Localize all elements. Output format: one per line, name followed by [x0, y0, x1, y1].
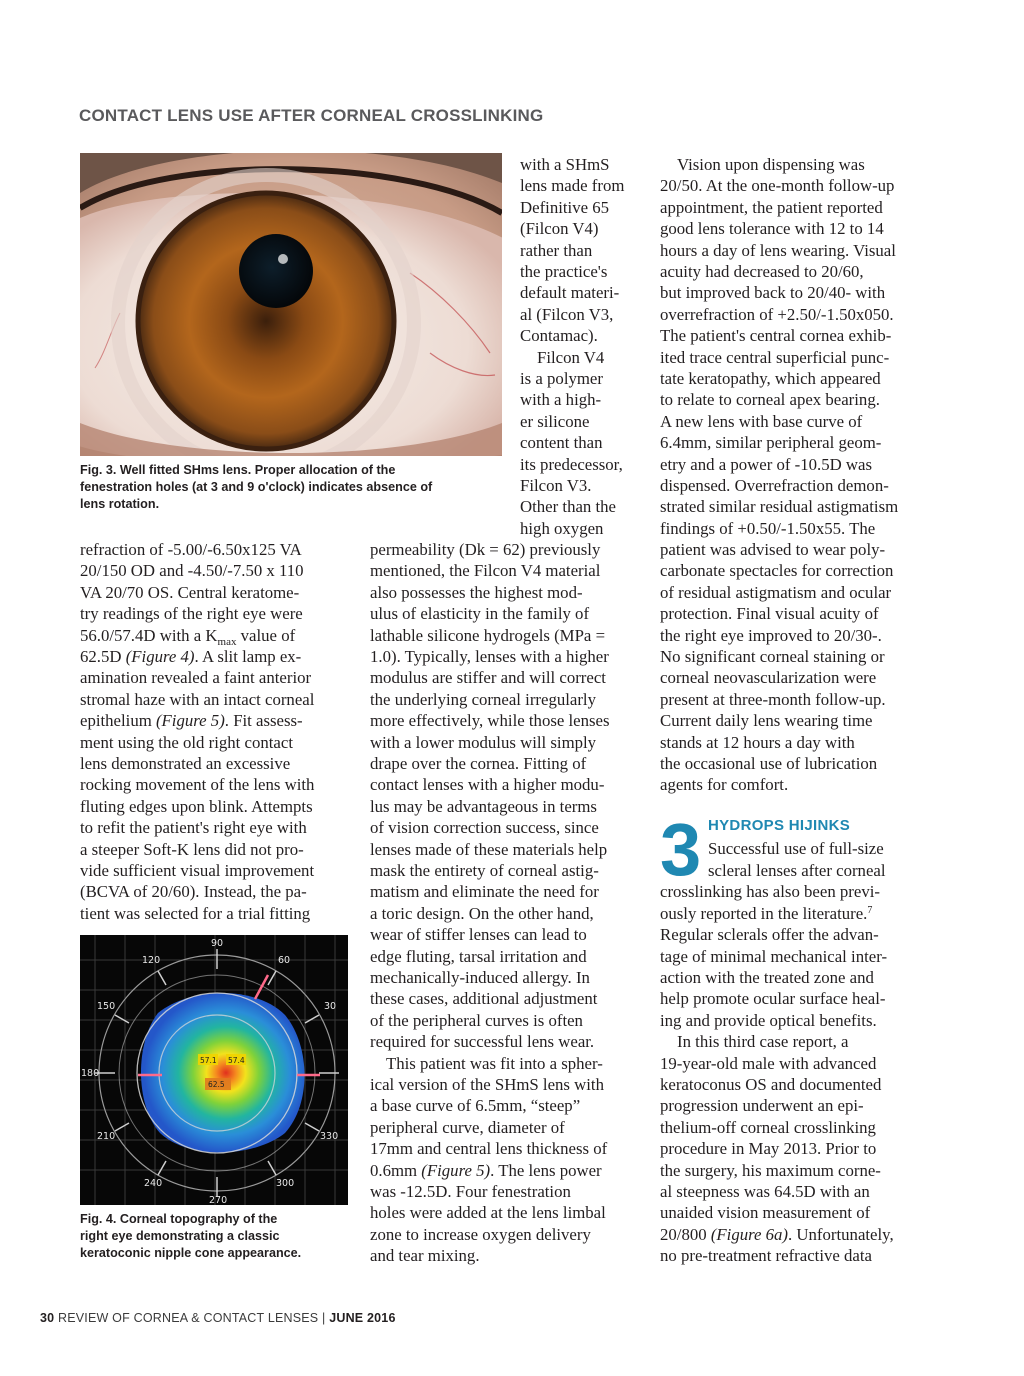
body-text-line: Filcon V3.: [520, 476, 592, 495]
body-text-line: keratoconus OS and documented: [660, 1075, 882, 1094]
text-span: 62.5D: [80, 647, 126, 666]
body-text-line: 20/150 OD and -4.50/-7.50 x 110: [80, 561, 304, 580]
body-text-line: tage of minimal mechanical inter-: [660, 947, 888, 966]
body-text-line: modulus are stiffer and will correct: [370, 668, 606, 687]
body-text-line: edge fluting, tarsal irritation and: [370, 947, 587, 966]
body-text-line: holes were added at the lens limbal: [370, 1203, 606, 1222]
body-text-line: is a polymer: [520, 369, 603, 388]
body-text-line: Vision upon dispensing was: [677, 155, 865, 174]
journal-name: REVIEW OF CORNEA & CONTACT LENSES: [58, 1311, 319, 1325]
issue-date: JUNE 2016: [329, 1311, 396, 1325]
body-text-line: to relate to corneal apex bearing.: [660, 390, 880, 409]
body-text-line: crosslinking has also been previ-: [660, 882, 880, 901]
body-text-line: [80, 710, 303, 731]
body-text-line: In this third case report, a: [677, 1032, 849, 1051]
body-text-line: dispensed. Overrefraction demon-: [660, 476, 889, 495]
body-text-line: Current daily lens wearing time: [660, 711, 873, 730]
body-text-line: progression underwent an epi-: [660, 1096, 864, 1115]
body-text-line: carbonate spectacles for correction: [660, 561, 894, 580]
body-text-line: with a lower modulus will simply: [370, 733, 597, 752]
body-text-line: the practice's: [520, 262, 608, 281]
body-text-line: ment using the old right contact: [80, 733, 293, 752]
body-text-line: 6.4mm, similar peripheral geom-: [660, 433, 882, 452]
body-text-line: of residual astigmatism and ocular: [660, 583, 892, 602]
body-text-line: stromal haze with an intact corneal: [80, 690, 315, 709]
text-span: ously reported in the literature.: [660, 904, 868, 923]
body-text-line: lathable silicone hydrogels (MPa =: [370, 626, 606, 645]
body-text-line: 17mm and central lens thickness of: [370, 1139, 608, 1158]
body-text-line: contact lenses with a higher modu-: [370, 775, 605, 794]
angle-label-120: 120: [142, 955, 161, 966]
body-text-line: lens demonstrated an excessive: [80, 754, 291, 773]
body-text-line: stands at 12 hours a day with: [660, 733, 855, 752]
figure-4-caption-line: keratoconic nipple cone appearance.: [80, 1246, 302, 1260]
body-text-line: mask the entirety of corneal astig-: [370, 861, 599, 880]
body-text-line: al steepness was 64.5D with an: [660, 1182, 870, 1201]
angle-label-180: 180: [81, 1068, 100, 1079]
text-span: . The lens power: [490, 1161, 602, 1180]
kmax-subscript: max: [217, 636, 237, 648]
kmax-text: 56.0/57.4D with a K: [80, 626, 218, 645]
page-footer: [40, 1311, 396, 1325]
figure-3-caption-line: lens rotation.: [80, 497, 160, 511]
body-text-line: 19-year-old male with advanced: [660, 1054, 877, 1073]
body-text-line: lus may be advantageous in terms: [370, 797, 597, 816]
body-text-line: of the peripheral curves is often: [370, 1011, 583, 1030]
body-text-line: agents for comfort.: [660, 775, 789, 794]
eye-photo-svg: [80, 153, 502, 456]
body-text-line: Definitive 65: [520, 198, 610, 217]
body-text-line: appointment, the patient reported: [660, 198, 883, 217]
body-text-line: [370, 1160, 602, 1181]
body-text-line: present at three-month follow-up.: [660, 690, 886, 709]
body-text-line: the occasional use of lubrication: [660, 754, 878, 773]
body-text-line: its predecessor,: [520, 455, 623, 474]
figure-reference: (Figure 5): [155, 711, 225, 730]
body-text-line: scleral lenses after corneal: [708, 861, 886, 880]
body-text-line: also possesses the highest mod-: [370, 583, 583, 602]
body-text-line: 1.0). Typically, lenses with a higher: [370, 647, 609, 666]
body-text-line: refraction of -5.00/-6.50x125 VA: [80, 540, 302, 559]
body-text-line: Regular sclerals offer the advan-: [660, 925, 879, 944]
body-text-line: zone to increase oxygen delivery: [370, 1225, 591, 1244]
figure-reference: (Figure 4): [125, 647, 195, 666]
body-text-line: etry and a power of -10.5D was: [660, 455, 873, 474]
body-text-line: ulus of elasticity in the family of: [370, 604, 590, 623]
body-text-line: mentioned, the Filcon V4 material: [370, 561, 601, 580]
section-heading: HYDROPS HIJINKS: [708, 817, 851, 834]
body-text-line: strated similar residual astigmatism: [660, 497, 899, 516]
body-text-line: but improved back to 20/40- with: [660, 283, 886, 302]
body-text-line: ical version of the SHmS lens with: [370, 1075, 604, 1094]
body-text-line: and tear mixing.: [370, 1246, 480, 1265]
body-text-line: no pre-treatment refractive data: [660, 1246, 872, 1265]
body-text-line: overrefraction of +2.50/-1.50x050.: [660, 305, 894, 324]
angle-label-330: 330: [320, 1131, 339, 1142]
text-span: . Fit assess-: [224, 711, 303, 730]
body-text-line: help promote ocular surface heal-: [660, 989, 886, 1008]
figure-reference: (Figure 5): [421, 1161, 491, 1180]
angle-label-270: 270: [209, 1195, 228, 1205]
body-text-line: This patient was fit into a spher-: [386, 1054, 603, 1073]
text-span: . Unfortunately,: [788, 1225, 894, 1244]
body-text-line: rather than: [520, 241, 593, 260]
body-text-line: findings of +0.50/-1.50x55. The: [660, 519, 876, 538]
map-value: 57.4: [228, 1056, 245, 1065]
body-text-line: tate keratopathy, which appeared: [660, 369, 881, 388]
body-text-line: amination revealed a faint anterior: [80, 668, 312, 687]
angle-label-90: 90: [211, 938, 224, 949]
body-text-line: try readings of the right eye were: [80, 604, 303, 623]
body-text-line: a steeper Soft-K lens did not pro-: [80, 840, 304, 859]
body-text-line: required for successful lens wear.: [370, 1032, 595, 1051]
body-text-line: No significant corneal staining or: [660, 647, 885, 666]
body-text-line: tient was selected for a trial fitting: [80, 904, 311, 923]
angle-label-300: 300: [276, 1178, 295, 1189]
body-text-line: with a high-: [520, 390, 602, 409]
body-text-line: more effectively, while those lenses: [370, 711, 610, 730]
body-text-line: The patient's central cornea exhib-: [660, 326, 892, 345]
body-text-line: matism and eliminate the need for: [370, 882, 599, 901]
body-text-line: vide sufficient visual improvement: [80, 861, 315, 880]
angle-label-210: 210: [97, 1131, 116, 1142]
body-text-line: a toric design. On the other hand,: [370, 904, 594, 923]
body-text-line: action with the treated zone and: [660, 968, 874, 987]
body-text-line: (BCVA of 20/60). Instead, the pa-: [80, 882, 307, 901]
body-text-line: acuity had decreased to 20/60,: [660, 262, 864, 281]
text-span: 20/800: [660, 1225, 711, 1244]
body-text-line: content than: [520, 433, 603, 452]
angle-label-30: 30: [324, 1001, 337, 1012]
body-text-line: al (Filcon V3,: [520, 305, 614, 324]
body-text-line: [660, 1224, 894, 1245]
text-span: 0.6mm: [370, 1161, 422, 1180]
section-number-dropcap: 3: [660, 808, 702, 891]
body-text-line: rocking movement of the lens with: [80, 775, 315, 794]
kmax-text-after: value of: [236, 626, 296, 645]
body-text-line: permeability (Dk = 62) previously: [370, 540, 601, 559]
body-text-line: hours a day of lens wearing. Visual: [660, 241, 896, 260]
body-text-line: (Filcon V4): [520, 219, 599, 238]
footer-separator: |: [322, 1311, 326, 1325]
body-text-line: was -12.5D. Four fenestration: [370, 1182, 571, 1201]
map-value: 57.1: [200, 1056, 217, 1065]
body-text-line: fluting edges upon blink. Attempts: [80, 797, 313, 816]
topography-svg: [80, 935, 348, 1205]
body-text-line: a base curve of 6.5mm, “steep”: [370, 1096, 581, 1115]
body-text-line: corneal neovascularization were: [660, 668, 877, 687]
body-text-line: with a SHmS: [520, 155, 610, 174]
body-text-line: [80, 646, 301, 667]
body-text-line: 20/50. At the one-month follow-up: [660, 176, 895, 195]
text-span: . A slit lamp ex-: [194, 647, 302, 666]
body-text-line: Contamac).: [520, 326, 598, 345]
body-text-line: these cases, additional adjustment: [370, 989, 598, 1008]
body-text-line: protection. Final visual acuity of: [660, 604, 879, 623]
body-text-line: ited trace central superficial punc-: [660, 348, 890, 367]
body-text-line: thelium-off corneal crosslinking: [660, 1118, 876, 1137]
map-value: 62.5: [208, 1080, 225, 1089]
body-text-line: Successful use of full-size: [708, 839, 884, 858]
body-text-line: good lens tolerance with 12 to 14: [660, 219, 884, 238]
body-text-line: er silicone: [520, 412, 590, 431]
body-text-line: mechanically-induced allergy. In: [370, 968, 590, 987]
angle-label-150: 150: [97, 1001, 116, 1012]
body-text-line: A new lens with base curve of: [660, 412, 863, 431]
running-header: CONTACT LENS USE AFTER CORNEAL CROSSLINKING: [79, 106, 544, 125]
body-text-line: the right eye improved to 20/30-.: [660, 626, 882, 645]
body-text-line: ing and provide optical benefits.: [660, 1011, 877, 1030]
body-text-line: procedure in May 2013. Prior to: [660, 1139, 877, 1158]
body-text-line: peripheral curve, diameter of: [370, 1118, 565, 1137]
figure-3-eye-photo: [80, 153, 502, 456]
figure-4-topography-map: [80, 935, 348, 1205]
body-text-line: lens made from: [520, 176, 625, 195]
body-text-line: to refit the patient's right eye with: [80, 818, 307, 837]
body-text-line: lenses made of these materials help: [370, 840, 608, 859]
text-span: epithelium: [80, 711, 156, 730]
body-text-line: drape over the cornea. Fitting of: [370, 754, 587, 773]
figure-reference: (Figure 6a): [710, 1225, 789, 1244]
body-text-line: the underlying corneal irregularly: [370, 690, 596, 709]
figure-4-caption-line: right eye demonstrating a classic: [80, 1229, 280, 1243]
body-text-line: patient was advised to wear poly-: [660, 540, 886, 559]
body-text-line: Other than the: [520, 497, 616, 516]
body-text-line: unaided vision measurement of: [660, 1203, 871, 1222]
angle-label-60: 60: [278, 955, 291, 966]
body-text-line: wear of stiffer lenses can lead to: [370, 925, 587, 944]
figure-3-caption-line: Fig. 3. Well fitted SHms lens. Proper allocation of the: [80, 463, 396, 477]
body-text-line: Filcon V4: [537, 348, 605, 367]
body-text-line: of vision correction success, since: [370, 818, 599, 837]
body-text-line: VA 20/70 OS. Central keratome-: [80, 583, 300, 602]
page-number: 30: [40, 1311, 55, 1325]
body-text-line: the surgery, his maximum corne-: [660, 1161, 881, 1180]
figure-3-caption-line: fenestration holes (at 3 and 9 o'clock) indicates absence of: [80, 480, 433, 494]
citation-superscript: 7: [867, 905, 873, 916]
body-text-line: high oxygen: [520, 519, 604, 538]
body-text-line: default materi-: [520, 283, 620, 302]
figure-4-caption-line: Fig. 4. Corneal topography of the: [80, 1212, 278, 1226]
angle-label-240: 240: [144, 1178, 163, 1189]
